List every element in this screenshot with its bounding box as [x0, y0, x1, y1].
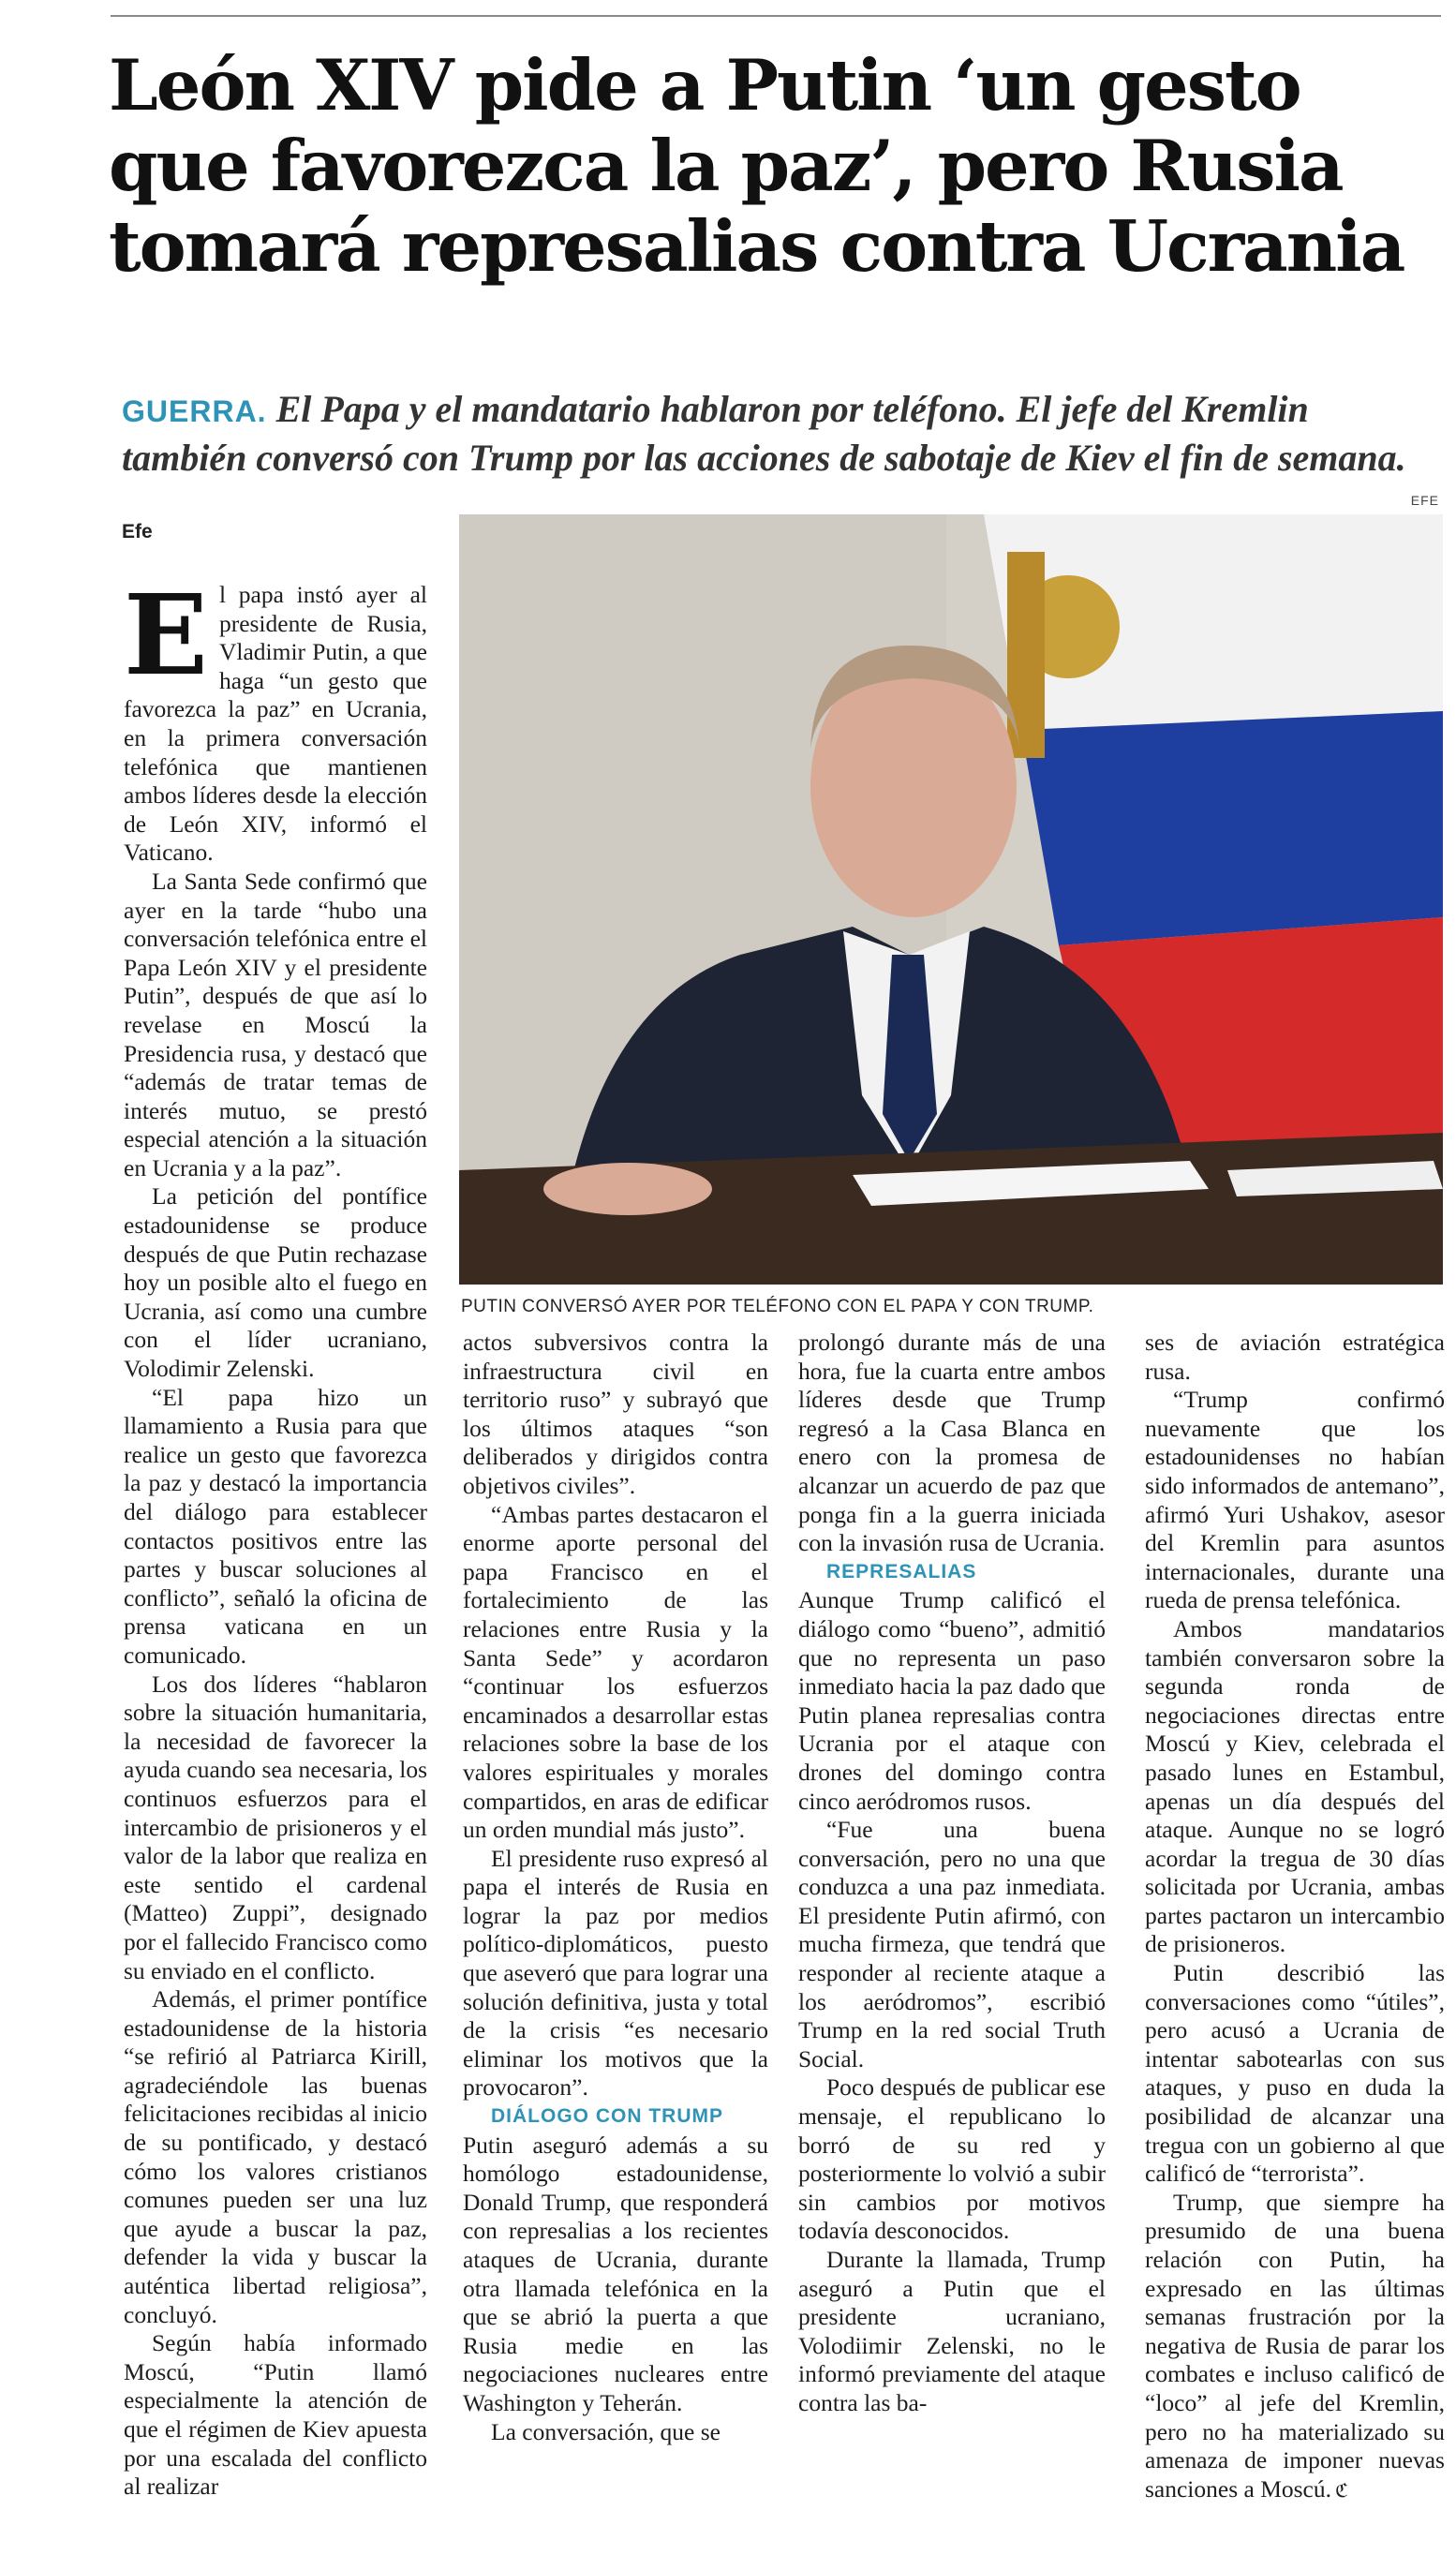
hand: [543, 1163, 712, 1215]
photo-caption: PUTIN CONVERSÓ AYER POR TELÉFONO CON EL PAPA Y CON TRUMP.: [461, 1297, 1094, 1316]
paragraph: [1145, 2189, 1445, 2505]
paragraph-text: Trump, que siempre ha presumido de una buena relación con Putin, ha expresado en las últimas semanas frustración por la negativa de Rusia de parar los combates e incluso calificó de “loco” al jefe del Kremlin, pero no ha materializado su amenaza de imponer nuevas sanciones a Moscú.: [1145, 2188, 1445, 2503]
paragraph: Putin describió las conversaciones como “útiles”, pero acusó a Ucrania de intentar sabotearlas con sus ataques, y puso en duda la posibilidad de alcanzar una tregua con un gobierno al que calificó de “terrorista”.: [1145, 1959, 1445, 2188]
flag-blue-stripe: [1021, 711, 1443, 945]
paragraph: Aunque Trump calificó el diálogo como “bueno”, admitió que no representa un paso inmediato hacia la paz dado que Putin planea represalias contra Ucrania por el ataque con drones del domingo contra cinco aeródromos rusos.: [798, 1586, 1106, 1815]
paragraph: “Ambas partes destacaron el enorme aporte personal del papa Francisco en el fortalecimiento de las relaciones entre Rusia y la Santa Sede” y acordaron “continuar los esfuerzos encaminados a desarrollar estas relaciones sobre la base de los valores espirituales y morales compartidos, en aras de edificar un orden mundial más justo”.: [463, 1500, 768, 1844]
paragraph: Además, el primer pontífice estadounidense de la historia “se refirió al Patriarca Kirill, agradeciéndole las buenas felicitaciones recibidas al inicio de su pontificado, y destacó cómo los valores cristianos comunes pueden ser una luz que ayude a buscar la paz, defender la vida y buscar la auténtica libertad religiosa”, concluyó.: [124, 1985, 427, 2328]
headline: León XIV pide a Putin ‘un gesto que favorezca la paz’, pero Rusia tomará represalias contra Ucrania: [109, 44, 1404, 288]
paragraph: prolongó durante más de una hora, fue la cuarta entre ambos líderes desde que Trump regresó a la Casa Blanca en enero con la promesa de alcanzar un acuerdo de paz que ponga fin a la guerra iniciada con la invasión rusa de Ucrania.: [798, 1329, 1106, 1557]
column-1: [124, 570, 427, 2502]
subheadline-text: El Papa y el mandatario hablaron por teléfono. El jefe del Kremlin también conversó con Trump por las acciones de sabotaje de Kiev el fin de semana.: [122, 388, 1406, 479]
paragraph: “Trump confirmó nuevamente que los estadounidenses no habían sido informados de antemano”, afirmó Yuri Ushakov, asesor del Kremlin para asuntos internacionales, durante una rueda de prensa telefónica.: [1145, 1386, 1445, 1614]
top-rule: [111, 15, 1441, 17]
paragraph: Poco después de publicar ese mensaje, el republicano lo borró de su red y posteriormente lo volvió a subir sin cambios por motivos todavía desconocidos.: [798, 2073, 1106, 2245]
paragraph: La conversación, que se: [491, 2417, 721, 2445]
paragraph: La petición del pontífice estadounidense se produce después de que Putin rechazase hoy un posible alto el fuego en Ucrania, así como una cumbre con el líder ucraniano, Volodimir Zelenski.: [124, 1182, 427, 1383]
column-3: [798, 1329, 1106, 2418]
byline: Efe: [122, 521, 153, 542]
column-2: [463, 1329, 768, 2446]
paragraph: La Santa Sede confirmó que ayer en la tarde “hubo una conversación telefónica entre el Papa León XIV y el presidente Putin”, después de que así lo revelase en Moscú la Presidencia rusa, y destacó que “además de tratar temas de interés mutuo, se prestó especial atención a la situación en Ucrania y a la paz”.: [124, 867, 427, 1181]
end-mark-icon: ℭ: [1335, 2478, 1349, 2502]
paragraph: Los dos líderes “hablaron sobre la situación humanitaria, la necesidad de favorecer la ayuda cuando sea necesaria, los continuos esfuerzos para el intercambio de prisioneros y el valor de la labor que realiza en este sentido el cardenal (Matteo) Zuppi”, designado por el fallecido Francisco como su enviado en el conflicto.: [124, 1670, 427, 1984]
photo-credit: EFE: [1410, 493, 1439, 508]
news-photo: [459, 514, 1443, 1285]
paragraph: actos subversivos contra la infraestructura civil en territorio ruso” y subrayó que los últimos ataques “son deliberados y dirigidos contra objetivos civiles”.: [463, 1329, 768, 1499]
subheadline: [122, 386, 1443, 481]
paragraph: “El papa hizo un llamamiento a Rusia para que realice un gesto que favorezca la paz y destacó la importancia del diálogo para establecer contactos positivos entre las partes y buscar soluciones al conflicto”, señaló la oficina de prensa vaticana en un comunicado.: [124, 1383, 427, 1669]
news-photo-illustration: [459, 514, 1443, 1285]
paragraph: “Fue una buena conversación, pero no una que conduzca a una paz inmediata. El presidente Putin afirmó, con mucha firmeza, que tendrá que responder al reciente ataque a los aeródromos”, escribió Trump en la red social Truth Social.: [798, 1816, 1106, 2072]
paragraph: Durante la llamada, Trump aseguró a Putin que el presidente ucraniano, Volodiimir Zelenski, no le informó previamente del ataque contra las ba-: [798, 2246, 1106, 2416]
subsection-heading: REPRESALIAS: [826, 1560, 977, 1582]
paragraph: Ambos mandatarios también conversaron sobre la segunda ronda de negociaciones directas entre Moscú y Kiev, celebrada el pasado lunes en Estambul, apenas un día después del ataque. Aunque no se logró acordar la tregua de 30 días solicitada por Ucrania, ambas partes pactaron un intercambio de prisioneros.: [1145, 1614, 1445, 1958]
paragraph: [124, 570, 427, 868]
column-4: [1145, 1329, 1445, 2504]
paragraph-text: l papa instó ayer al presidente de Rusia, Vladimir Putin, a que haga “un gesto que favorezca la paz” en Ucrania, en la primera conversación telefónica que mantienen ambos líderes desde la elección de León XIV, informó el Vaticano.: [124, 581, 427, 867]
paragraph: El presidente ruso expresó al papa el interés de Rusia en lograr la paz por medios político-diplomáticos, puesto que aseveró que para lograr una solución definitiva, justa y total de la crisis “es necesario eliminar los motivos que la provocaron”.: [463, 1844, 768, 2102]
section-tag: GUERRA.: [122, 394, 267, 428]
paragraph: Putin aseguró además a su homólogo estadounidense, Donald Trump, que responderá con represalias a los recientes ataques de Ucrania, durante otra llamada telefónica en la que se abrió la puerta a que Rusia medie en las negociaciones nucleares entre Washington y Teherán.: [463, 2131, 768, 2416]
subsection-heading: DIÁLOGO CON TRUMP: [491, 2105, 723, 2128]
paragraph: Según había informado Moscú, “Putin llamó especialmente la atención de que el régimen de Kiev apuesta por una escalada del conflicto al realizar: [124, 2329, 427, 2501]
paragraph: ses de aviación estratégica rusa.: [1145, 1329, 1445, 1385]
dropcap: E: [124, 570, 208, 700]
